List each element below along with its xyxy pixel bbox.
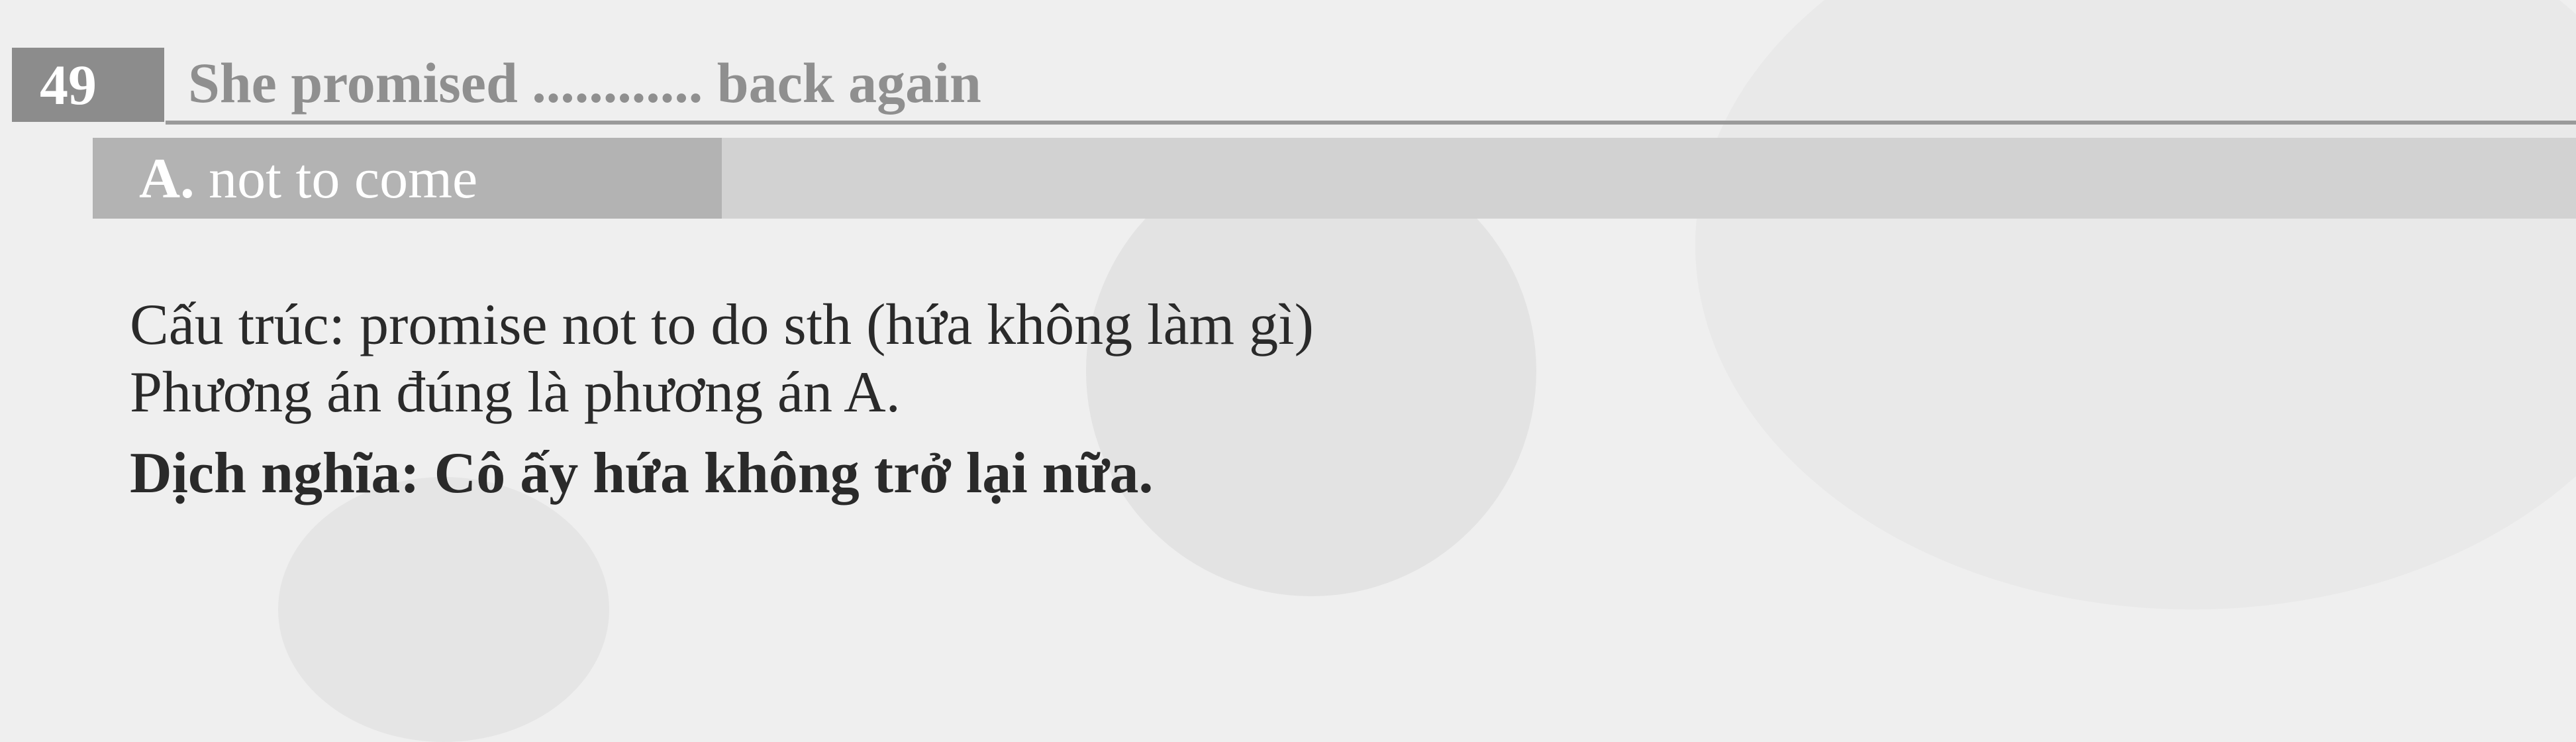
option-a-letter: A.	[139, 146, 195, 210]
question-number: 49	[12, 48, 164, 122]
explanation-answer: Phương án đúng là phương án A.	[130, 360, 901, 425]
options-bar	[93, 138, 2576, 219]
background-shape	[278, 477, 609, 742]
question-divider	[166, 121, 2576, 125]
explanation-structure: Cấu trúc: promise not to do sth (hứa không làm gì)	[130, 293, 1314, 357]
explanation	[130, 292, 1314, 507]
option-a-text: not to come	[209, 146, 478, 210]
question-text: She promised ............ back again	[188, 51, 981, 115]
question-header	[0, 44, 2576, 122]
option-a[interactable]	[93, 138, 722, 219]
explanation-translation: Dịch nghĩa: Cô ấy hứa không trở lại nữa.	[130, 441, 1154, 505]
